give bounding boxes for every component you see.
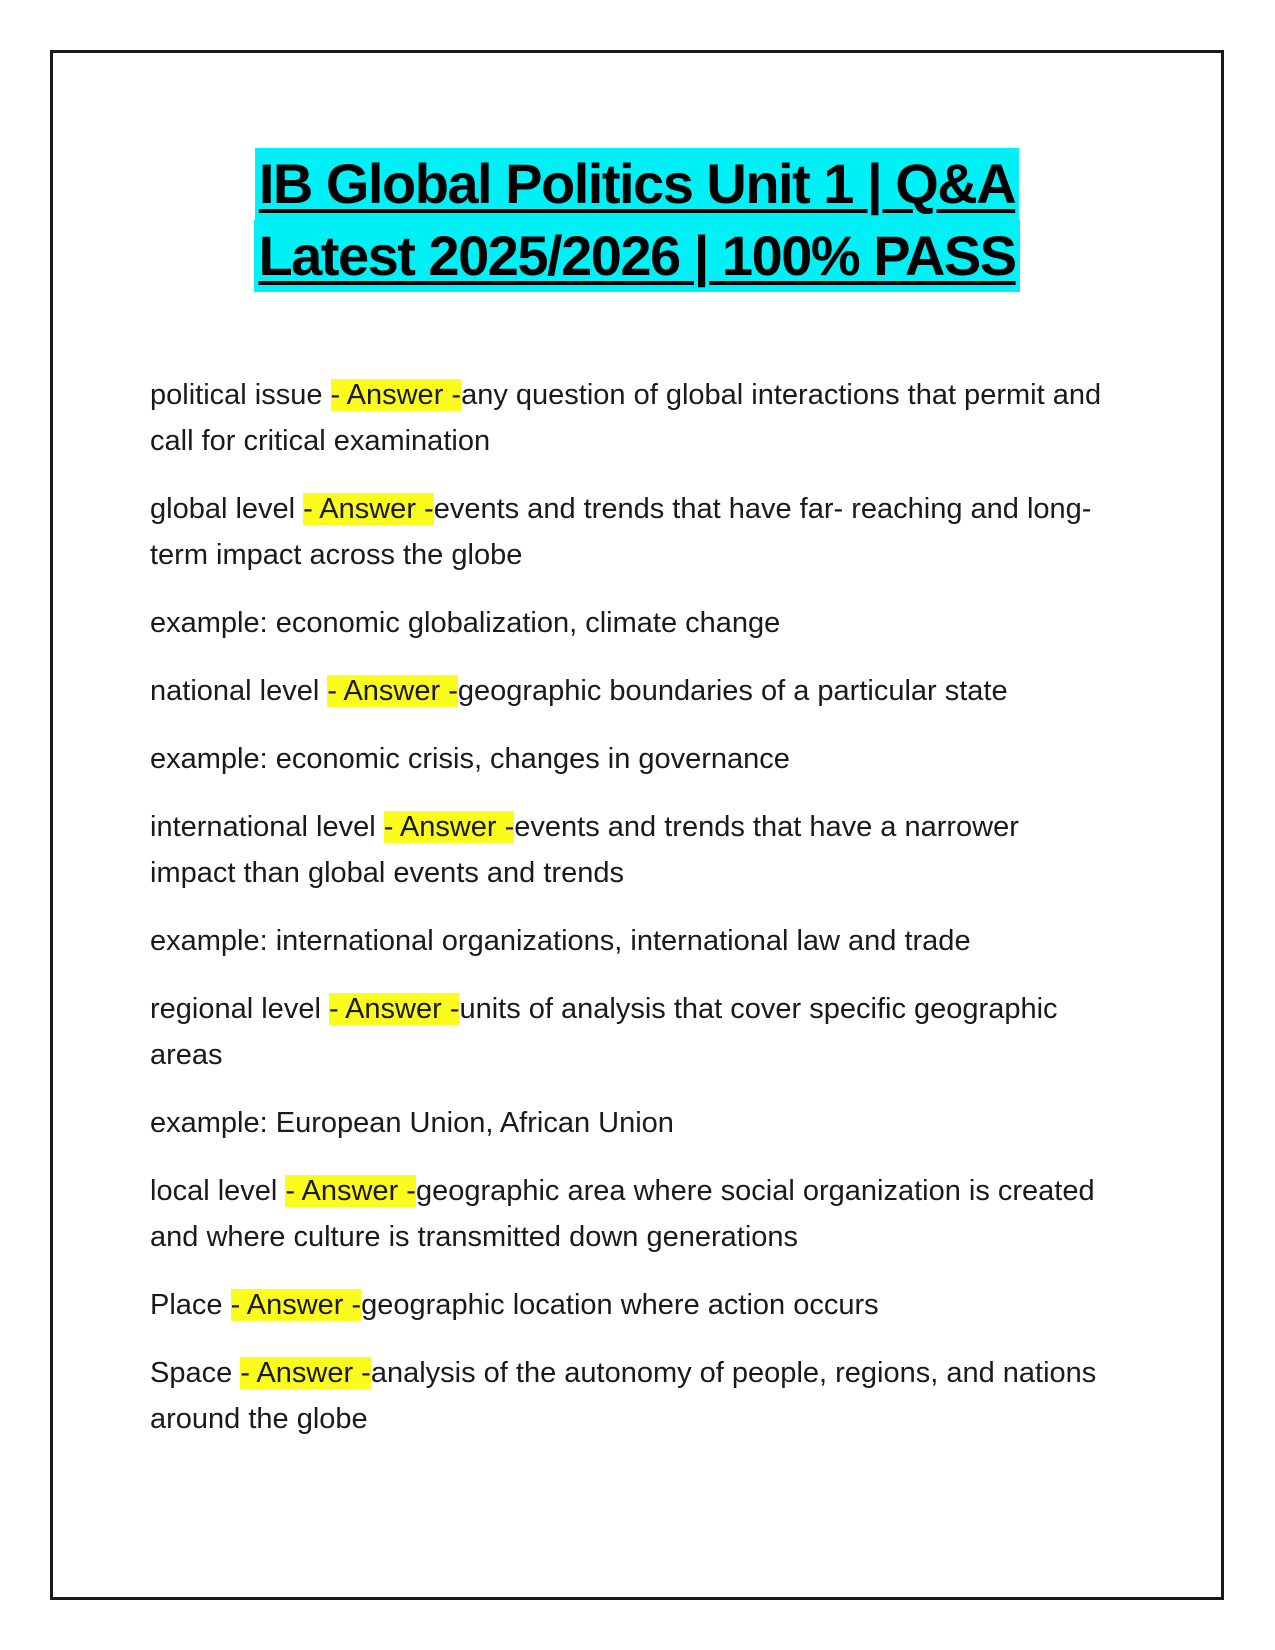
- answer-marker: - Answer -: [240, 1357, 371, 1389]
- example-line: example: economic crisis, changes in governance: [150, 743, 790, 775]
- example-line: example: economic globalization, climate change: [150, 607, 781, 639]
- example-line: example: international organizations, international law and trade: [150, 925, 971, 957]
- qa-entry-space: [150, 1350, 1110, 1442]
- term: Space: [150, 1357, 241, 1389]
- answer-marker: - Answer -: [383, 811, 515, 843]
- definition: events and trends that have far- reaching and long- term impact across the globe: [150, 493, 1092, 571]
- qa-entry-local-level: [150, 1168, 1110, 1260]
- qa-list: [150, 372, 1110, 1464]
- definition: events and trends that have a narrower impact than global events and trends: [150, 811, 1019, 889]
- term: political issue: [150, 379, 331, 411]
- definition: any question of global interactions that permit and call for critical examination: [150, 379, 1102, 457]
- answer-marker: - Answer -: [303, 493, 434, 525]
- qa-entry-place: [150, 1282, 1110, 1328]
- qa-entry-political-issue: [150, 372, 1110, 464]
- answer-marker: - Answer -: [327, 675, 458, 707]
- term: Place: [150, 1289, 231, 1321]
- definition: geographic area where social organization is created and where culture is transmitted down generations: [150, 1175, 1095, 1253]
- answer-marker: - Answer -: [285, 1175, 416, 1207]
- qa-entry-international-level: [150, 804, 1110, 896]
- term: regional level: [150, 993, 329, 1025]
- answer-marker: - Answer -: [230, 1289, 362, 1321]
- answer-marker: - Answer -: [328, 993, 460, 1025]
- title-line-1: IB Global Politics Unit 1 | Q&A: [255, 148, 1019, 220]
- definition: geographic boundaries of a particular state: [457, 675, 1008, 707]
- definition: geographic location where action occurs: [361, 1289, 879, 1321]
- term: international level: [150, 811, 384, 843]
- title-line-2: Latest 2025/2026 | 100% PASS: [254, 220, 1019, 292]
- definition: analysis of the autonomy of people, regions, and nations around the globe: [150, 1357, 1097, 1435]
- qa-entry-global-level: [150, 486, 1110, 578]
- term: national level: [150, 675, 328, 707]
- example-line: example: European Union, African Union: [150, 1107, 674, 1139]
- answer-marker: - Answer -: [330, 379, 462, 411]
- term: global level: [150, 493, 304, 525]
- definition: units of analysis that cover specific geographic areas: [150, 993, 1058, 1071]
- qa-entry-national-level: [150, 668, 1110, 714]
- term: local level: [150, 1175, 286, 1207]
- document-title: [50, 148, 1224, 292]
- qa-entry-regional-level: [150, 986, 1110, 1078]
